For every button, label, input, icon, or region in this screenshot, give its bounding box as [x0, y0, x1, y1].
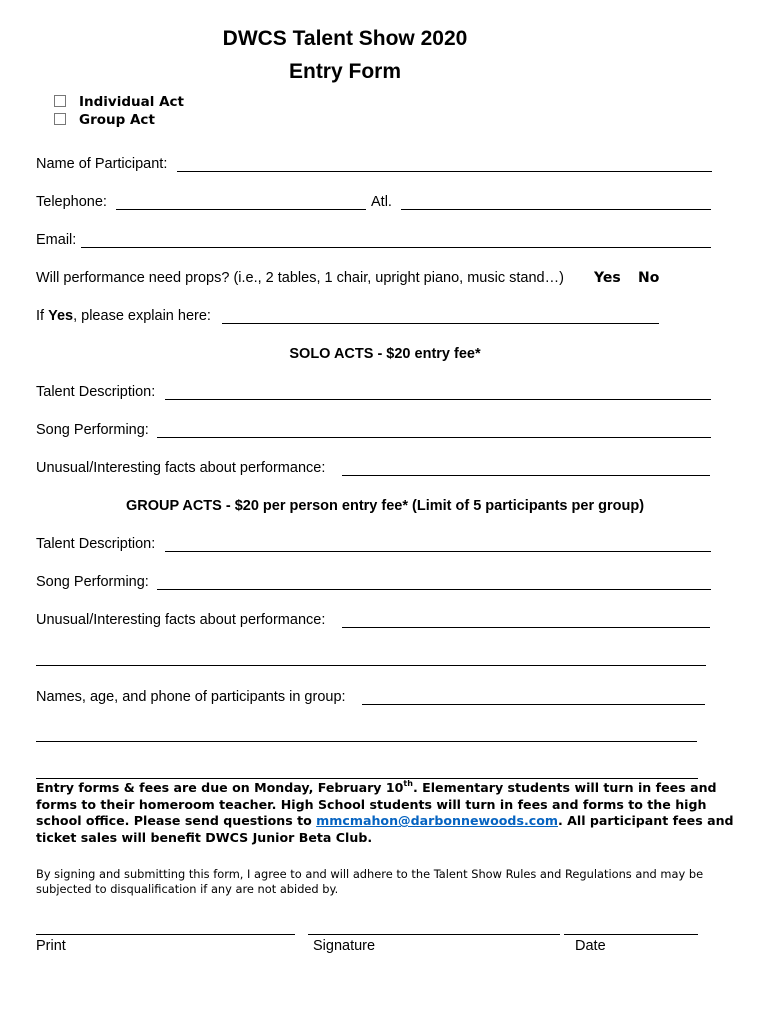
alt-phone-label: Atl.	[371, 194, 392, 210]
solo-song-field[interactable]	[157, 437, 711, 438]
signature-label: Signature	[313, 938, 376, 954]
solo-acts-heading: SOLO ACTS - $20 entry fee*	[289, 346, 481, 362]
deadline-notice: Entry forms & fees are due on Monday, February 10th. Elementary students will turn in fees and forms to their homeroom teacher. High School students will turn in fees and forms to the high school office. Please send questions to mmcmahon@darbonnewoods.com. All participant fees and ticket sales will benefit DWCS Junior Beta Club.	[36, 779, 734, 845]
props-explain-field[interactable]	[222, 323, 659, 324]
email-field[interactable]	[81, 247, 711, 248]
telephone-field[interactable]	[116, 209, 366, 210]
print-name-field[interactable]	[36, 934, 295, 935]
solo-talent-field[interactable]	[165, 399, 711, 400]
group-acts-heading: GROUP ACTS - $20 per person entry fee* (Limit of 5 participants per group)	[125, 498, 645, 514]
date-field[interactable]	[564, 934, 698, 935]
group-talent-field[interactable]	[165, 551, 711, 552]
group-names-label: Names, age, and phone of participants in group:	[36, 689, 346, 705]
agreement-text: By signing and submitting this form, I agree to and will adhere to the Talent Show Rules and Regulations and may be subjected to disqualification if any are not abided by.	[36, 867, 704, 896]
telephone-label: Telephone:	[36, 194, 107, 210]
props-question: Will performance need props? (i.e., 2 tables, 1 chair, upright piano, music stand…)	[36, 270, 564, 286]
form-subtitle: Entry Form	[288, 60, 401, 83]
email-label: Email:	[36, 232, 77, 248]
solo-talent-label: Talent Description:	[36, 384, 156, 400]
name-field[interactable]	[177, 171, 712, 172]
group-facts-field[interactable]	[342, 627, 710, 628]
solo-song-label: Song Performing:	[36, 422, 149, 438]
group-act-checkbox[interactable]	[54, 113, 66, 125]
solo-facts-field[interactable]	[342, 475, 710, 476]
props-explain-label: If Yes, please explain here:	[36, 308, 211, 324]
notice-divider	[36, 778, 698, 779]
group-names-field-extra[interactable]	[36, 741, 697, 742]
props-yes-option[interactable]: Yes	[594, 270, 621, 286]
group-talent-label: Talent Description:	[36, 536, 156, 552]
group-facts-field-extra[interactable]	[36, 665, 706, 666]
contact-email-link[interactable]: mmcmahon@darbonnewoods.com	[316, 813, 558, 829]
individual-act-label: Individual Act	[79, 94, 184, 110]
group-names-field[interactable]	[362, 704, 705, 705]
group-facts-label: Unusual/Interesting facts about performance:	[36, 612, 326, 628]
solo-facts-label: Unusual/Interesting facts about performance:	[36, 460, 326, 476]
alt-phone-field[interactable]	[401, 209, 711, 210]
individual-act-checkbox[interactable]	[54, 95, 66, 107]
form-title: DWCS Talent Show 2020	[222, 27, 468, 50]
signature-field[interactable]	[308, 934, 560, 935]
props-no-option[interactable]: No	[638, 270, 660, 286]
date-label: Date	[575, 938, 606, 954]
group-act-label: Group Act	[79, 112, 155, 128]
group-song-field[interactable]	[157, 589, 711, 590]
print-label: Print	[36, 938, 66, 954]
group-song-label: Song Performing:	[36, 574, 149, 590]
name-label: Name of Participant:	[36, 156, 168, 172]
